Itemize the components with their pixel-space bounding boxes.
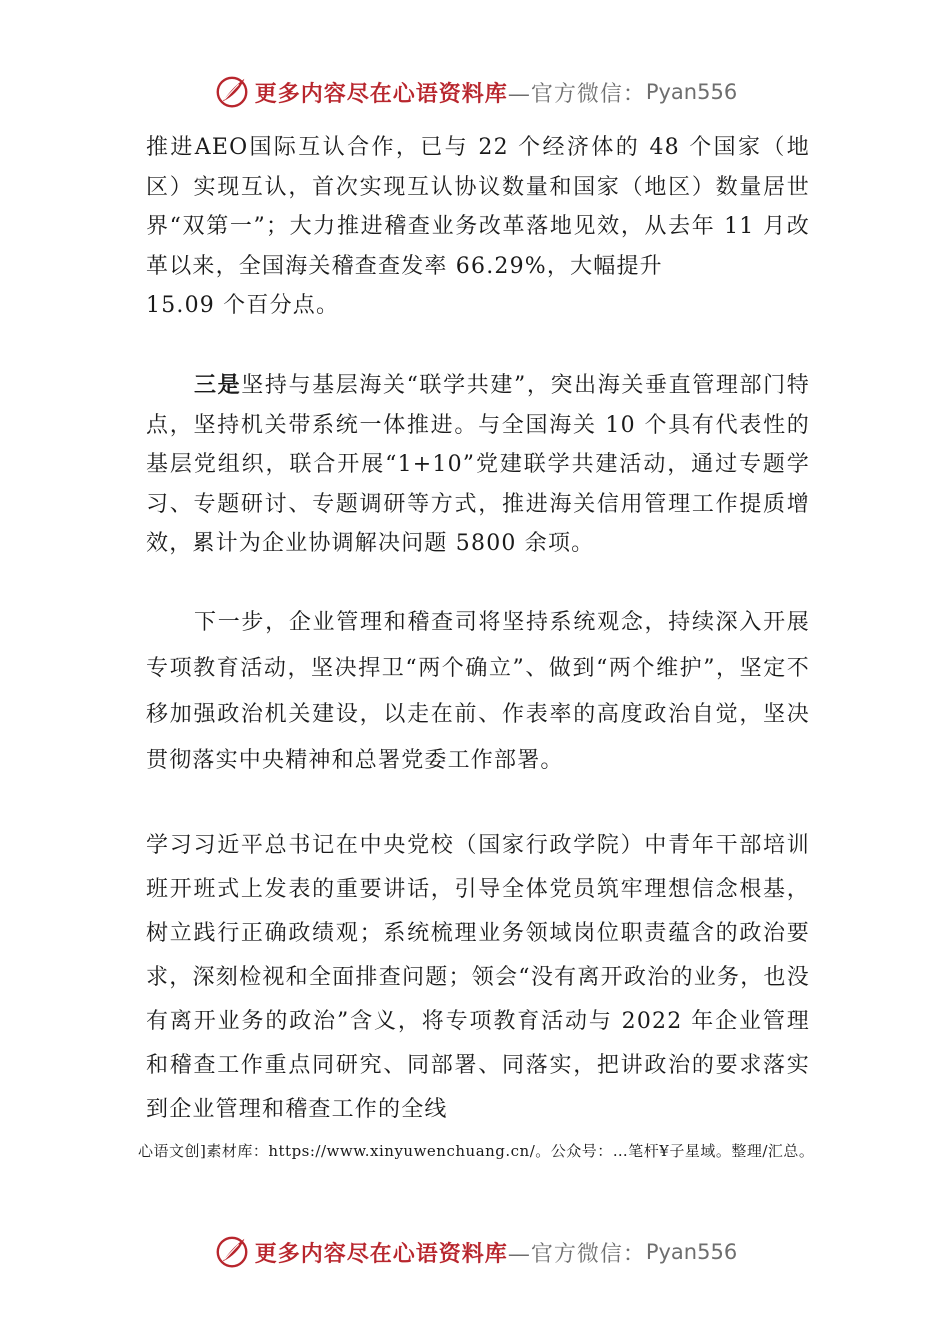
header-banner [0,72,950,112]
paragraph-2-lead: 三是 [194,372,242,398]
banner-wechat-code: Pyan556 [645,1240,738,1264]
paragraph-2 [146,366,810,564]
footer-banner [0,1232,950,1272]
paragraph-1 [146,128,810,326]
banner-grey-text: —官方微信： [507,1241,646,1267]
banner-wechat-code: Pyan556 [645,80,738,104]
paragraph-3 [146,600,810,784]
source-footnote: 心语文创]素材库：https://www.xinyuwenchuang.cn/。公众号：…笔杆¥子星域。整理/汇总。 [138,1142,815,1160]
red-feather-circle-logo-icon [213,1233,251,1271]
banner-red-text: 更多内容尽在心语资料库 [254,80,508,107]
red-feather-circle-logo-icon [213,73,251,111]
paragraph-4-text: 学习习近平总书记在中央党校（国家行政学院）中青年干部培训班开班式上发表的重要讲话，引导全体党员筑牢理想信念根基，树立践行正确政绩观；系统梳理业务领域岗位职责蕴含的政治要求，深刻检视和全面排查问题；领会“没有离开政治的业务，也没有离开业务的政治”含义，将专项教育活动与 2022 年企业管理和稽查工作重点同研究、同部署、同落实，把讲政治的要求落实到企业管理和稽查工作的全线 [146,833,810,1122]
paragraph-4 [146,824,810,1132]
banner-red-text: 更多内容尽在心语资料库 [254,1240,508,1267]
paragraph-1-text: 推进AEO国际互认合作，已与 22 个经济体的 48 个国家（地区）实现互认，首次实现互认协议数量和国家（地区）数量居世界“双第一”；大力推进稽查业务改革落地见效，从去年 11 月改革以来，全国海关稽查查发率 66.29%，大幅提升 [146,135,810,279]
paragraph-3-text: 下一步，企业管理和稽查司将坚持系统观念，持续深入开展专项教育活动，坚决捍卫“两个确立”、做到“两个维护”，坚定不移加强政治机关建设，以走在前、作表率的高度政治自觉，坚决贯彻落实中央精神和总署党委工作部署。 [146,610,810,773]
paragraph-2-text: 坚持与基层海关“联学共建”，突出海关垂直管理部门特点，坚持机关带系统一体推进。与全国海关 10 个具有代表性的基层党组织，联合开展“1+10”党建联学共建活动，通过专题学习、专题研讨、专题调研等方式，推进海关信用管理工作提质增效，累计为企业协调解决问题 5800 余项。 [146,373,811,557]
banner-grey-text: —官方微信： [507,81,646,107]
paragraph-1-tail: 15.09 个百分点。 [146,293,340,319]
